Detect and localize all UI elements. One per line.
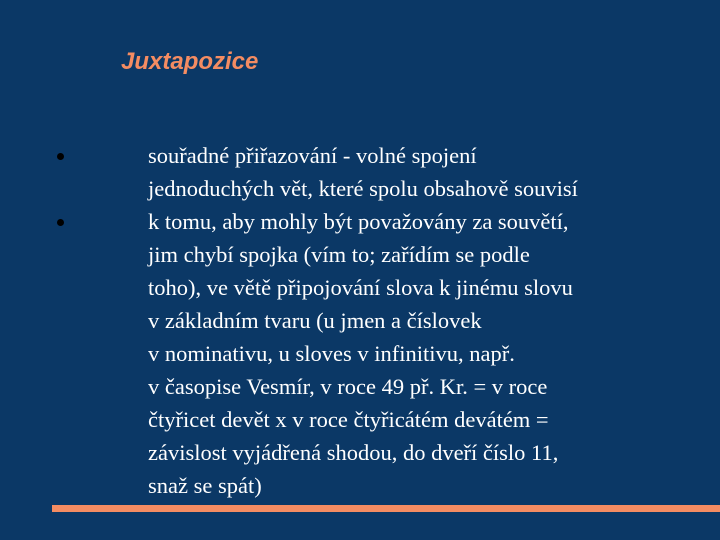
bullet-2-line: k tomu, aby mohly být považovány za souvětí,	[148, 209, 569, 234]
bullet-2-line: jim chybí spojka (vím to; zařídím se podle	[148, 242, 530, 267]
bullet-2-line: v časopise Vesmír, v roce 49 př. Kr. = v roce	[148, 374, 548, 399]
bullet-2-line: čtyřicet devět x v roce čtyřicátém devátém =	[148, 407, 549, 432]
accent-bar	[52, 505, 720, 512]
bullet-marker-2	[57, 219, 64, 226]
bullet-2-line: toho), ve větě připojování slova k jinému slovu	[148, 275, 573, 300]
bullet-2-line: závislost vyjádřená shodou, do dveří číslo 11,	[148, 440, 559, 465]
bullet-1-line: souřadné přiřazování - volné spojení	[148, 143, 477, 168]
bullet-2-line: v základním tvaru (u jmen a číslovek	[148, 308, 482, 333]
slide-title: Juxtapozice	[121, 48, 259, 75]
bullet-1-line: jednoduchých vět, které spolu obsahově souvisí	[148, 176, 578, 201]
bullet-2-line: v nominativu, u sloves v infinitivu, např.	[148, 341, 515, 366]
bullet-marker-1	[57, 153, 64, 160]
bullet-2-line: snaž se spát)	[148, 473, 262, 498]
